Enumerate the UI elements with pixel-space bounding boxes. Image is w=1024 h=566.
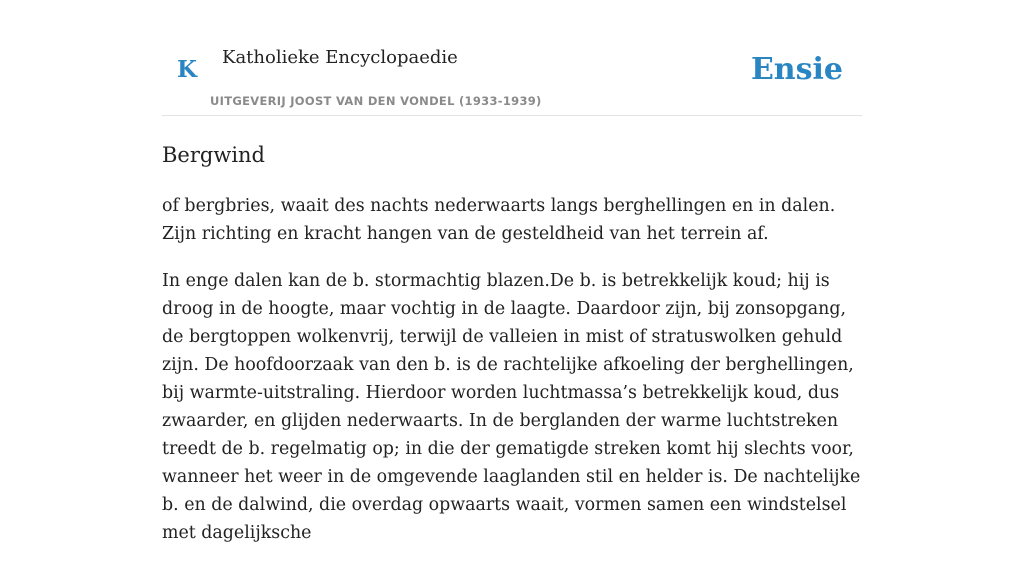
site-header [162, 0, 862, 116]
publisher-label: UITGEVERIJ JOOST VAN DEN VONDEL (1933-1939) [210, 94, 542, 108]
encyclopedia-title[interactable]: Katholieke Encyclopaedie [222, 47, 458, 68]
article-paragraph: In enge dalen kan de b. stormachtig blazen.De b. is betrekkelijk koud; hij is droog in de hoogte, maar vochtig in de laagte. Daardoor zijn, bij zonsopgang, de bergtoppen wolkenvrij, terwijl de valleien in mist of stratuswolken gehuld zijn. De hoofdoorzaak van den b. is de rachtelijke afkoeling der berghellingen, bij warmte-uitstraling. Hierdoor worden luchtmassa’s betrekkelijk koud, dus zwaarder, en glijden nederwaarts. In de berglanden der warme luchtstreken treedt de b. regelmatig op; in die der gematigde streken komt hij slechts voor, wanneer het weer in de omgevende laaglanden stil en helder is. De nachtelijke b. en de dalwind, die overdag opwaarts waait, vormen samen een windstelsel met dagelijksche [162, 271, 861, 543]
article-body [162, 192, 872, 566]
article-paragraph: of bergbries, waait des nachts nederwaarts langs berghellingen en in dalen. Zijn richting en kracht hangen van de gesteldheid van het terrein af. [162, 196, 836, 244]
logo-k-icon[interactable]: K [177, 56, 197, 83]
content-column [162, 0, 862, 543]
article-title: Bergwind [162, 143, 266, 167]
ensie-brand-link[interactable]: Ensie [750, 52, 843, 87]
